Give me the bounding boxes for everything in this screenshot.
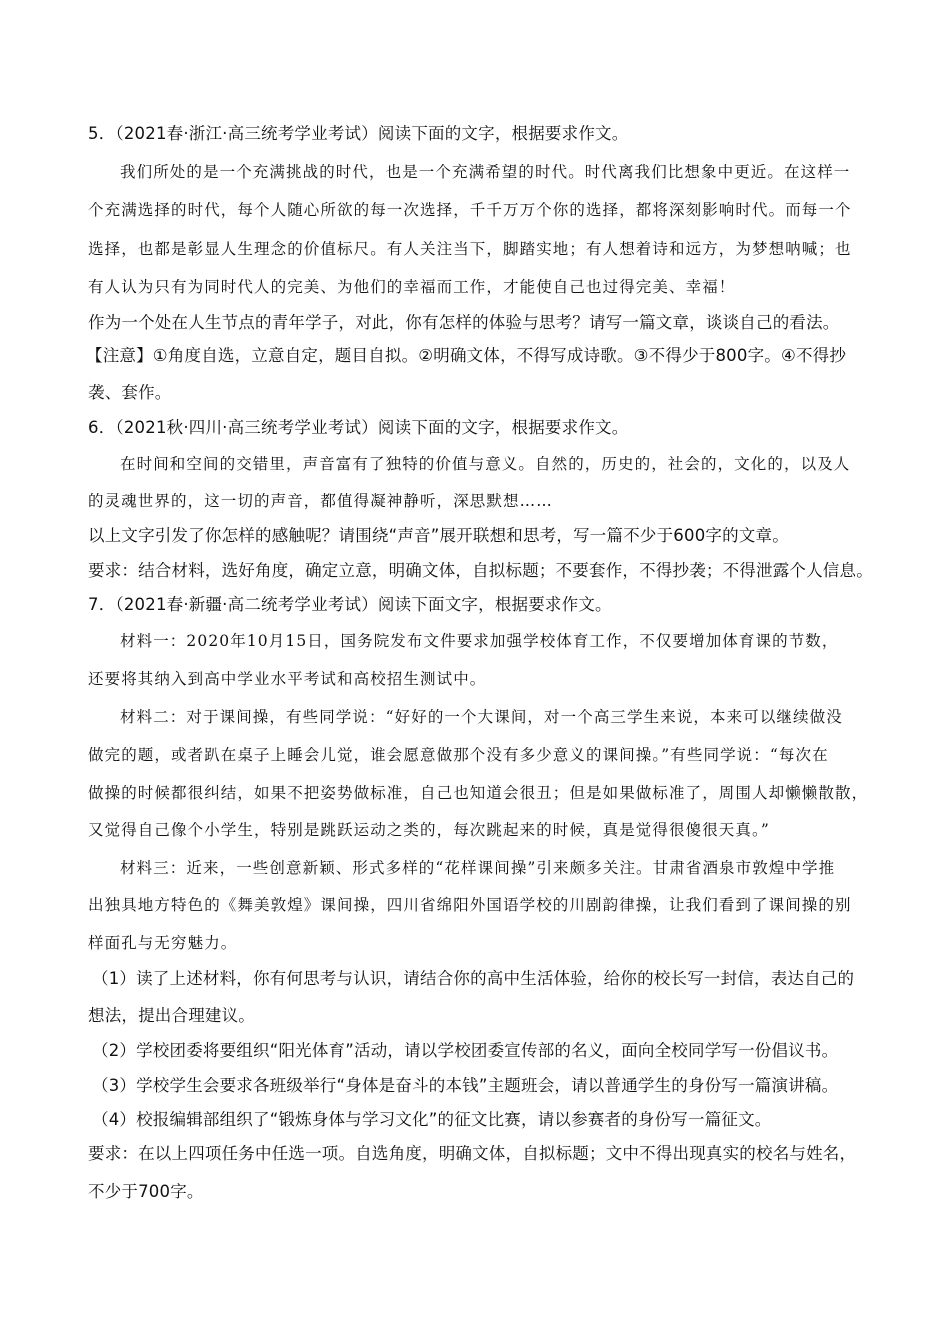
q5-material-line: 有人认为只有为同时代人的完美、为他们的幸福而工作，才能使自己也过得完美、幸福！ <box>88 278 736 296</box>
q6-requirement: 要求：结合材料，选好角度，确定立意，明确文体，自拟标题；不要套作，不得抄袭；不得泄露个人信息。 <box>88 561 873 580</box>
q5-material-line: 选择，也都是彰显人生理念的价值标尺。有人关注当下，脚踏实地；有人想着诗和远方，为梦想呐喊；也 <box>88 240 852 258</box>
q5-title: 5．（2021春·浙江·高三统考学业考试）阅读下面的文字，根据要求作文。 <box>88 124 629 143</box>
q5-notes-line: 袭、套作。 <box>88 383 172 402</box>
q5-prompt: 作为一个处在人生节点的青年学子，对此，你有怎样的体验与思考？请写一篇文章，谈谈自己的看法。 <box>88 313 840 332</box>
q7-task-line: （1）读了上述材料，你有何思考与认识，请结合你的高中生活体验，给你的校长写一封信，表达自己的 <box>92 969 855 988</box>
q7-material2-line: 做完的题，或者趴在桌子上睡会儿觉，谁会愿意做那个没有多少意义的课间操。”有些同学说：“每次在 <box>88 746 829 764</box>
q6-material-line: 在时间和空间的交错里，声音富有了独特的价值与意义。自然的，历史的，社会的，文化的，以及人 <box>120 455 851 473</box>
q6-prompt: 以上文字引发了你怎样的感触呢？请围绕“声音”展开联想和思考，写一篇不少于600字的文章。 <box>88 526 789 545</box>
q7-material1-line: 还要将其纳入到高中学业水平考试和高校招生测试中。 <box>88 670 487 688</box>
q7-material3-line: 出独具地方特色的《舞美敦煌》课间操，四川省绵阳外国语学校的川剧韵律操，让我们看到了课间操的别 <box>88 896 852 914</box>
q7-material2-line: 做操的时候都很纠结，如果不把姿势做标准，自己也知道会很丑；但是如果做标准了，周围人却懒懒散散， <box>88 784 869 802</box>
q7-requirement-line: 要求：在以上四项任务中任选一项。自选角度，明确文体，自拟标题；文中不得出现真实的校名与姓名， <box>88 1144 857 1163</box>
q7-material1-line: 材料一：2020年10月15日，国务院发布文件要求加强学校体育工作，不仅要增加体育课的节数， <box>120 632 839 650</box>
q7-material2-line: 又觉得自己像个小学生，特别是跳跃运动之类的，每次跳起来的时候，真是觉得很傻很天真。” <box>88 821 770 839</box>
q7-material2-line: 材料二：对于课间操，有些同学说：“好好的一个大课间，对一个高三学生来说，本来可以继续做没 <box>120 708 843 726</box>
q6-material-line: 的灵魂世界的，这一切的声音，都值得凝神静听，深思默想…… <box>88 492 553 510</box>
q7-task-line: （3）学校学生会要求各班级举行“身体是奋斗的本钱”主题班会，请以普通学生的身份写一篇演讲稿。 <box>92 1076 839 1095</box>
q5-material-line: 个充满选择的时代，每个人随心所欲的每一次选择，千千万万个你的选择，都将深刻影响时代。而每一个 <box>88 201 852 219</box>
q7-material3-line: 材料三：近来，一些创意新颖、形式多样的“花样课间操”引来颇多关注。甘肃省酒泉市敦煌中学推 <box>120 859 836 877</box>
q5-notes-line: 【注意】①角度自选，立意自定，题目自拟。②明确文体，不得写成诗歌。③不得少于800字。④不得抄 <box>86 346 847 365</box>
q5-material-line: 我们所处的是一个充满挑战的时代，也是一个充满希望的时代。时代离我们比想象中更近。在这样一 <box>120 163 851 181</box>
q7-task-line: （2）学校团委将要组织“阳光体育”活动，请以学校团委宣传部的名义，面向全校同学写一份倡议书。 <box>92 1041 839 1060</box>
q7-title: 7．（2021春·新疆·高二统考学业考试）阅读下面文字，根据要求作文。 <box>88 595 612 614</box>
q7-material3-line: 样面孔与无穷魅力。 <box>88 934 238 952</box>
q7-task-line: 想法，提出合理建议。 <box>88 1006 255 1025</box>
q7-requirement-line: 不少于700字。 <box>88 1182 204 1201</box>
q7-task-line: （4）校报编辑部组织了“锻炼身体与学习文化”的征文比赛，请以参赛者的身份写一篇征文。 <box>92 1110 772 1129</box>
q6-title: 6．（2021秋·四川·高三统考学业考试）阅读下面的文字，根据要求作文。 <box>88 418 629 437</box>
